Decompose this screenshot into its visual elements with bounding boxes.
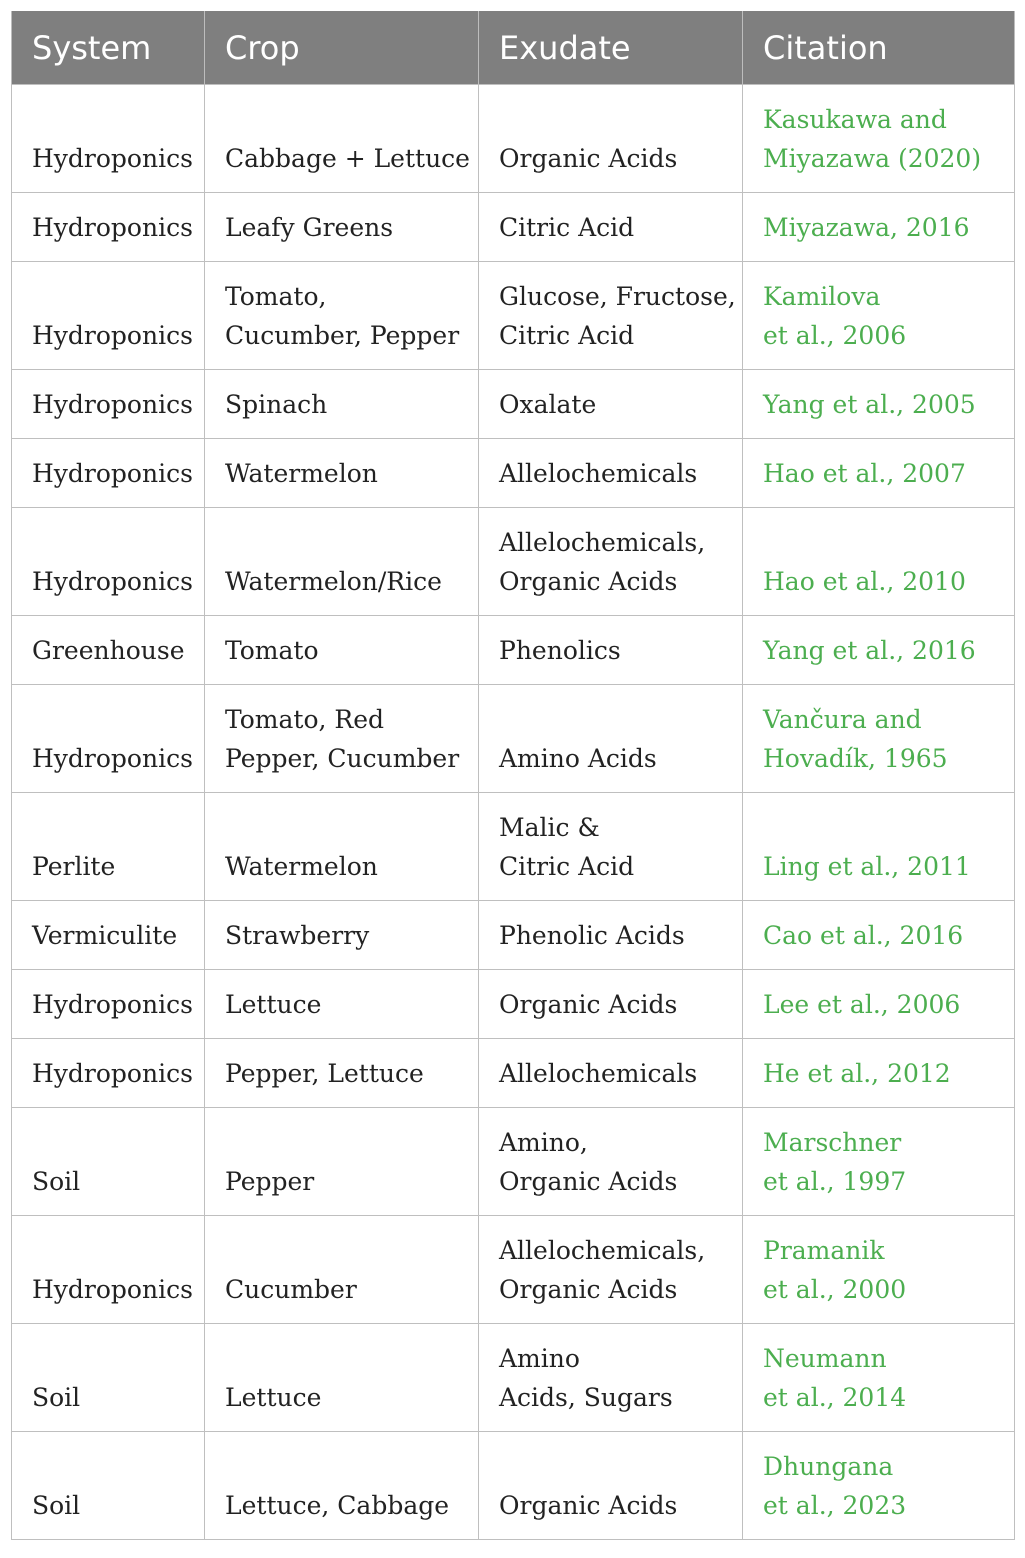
cell-system-line: Hydroponics [32, 1059, 193, 1088]
cell-citation[interactable] [743, 508, 1015, 616]
table-row [12, 193, 1015, 262]
header-crop: Crop [205, 11, 479, 85]
cell-system-line: Soil [32, 1491, 81, 1520]
cell-exudate [479, 193, 743, 262]
table-row [12, 439, 1015, 508]
table-row [12, 370, 1015, 439]
cell-crop [205, 193, 479, 262]
cell-crop [205, 901, 479, 970]
cell-citation-line: Yang et al., 2016 [763, 636, 976, 665]
cell-crop [205, 793, 479, 901]
cell-system [12, 193, 205, 262]
cell-exudate-line: Organic Acids [499, 1275, 678, 1304]
cell-crop [205, 439, 479, 508]
cell-crop-line: Tomato, [225, 282, 327, 311]
cell-exudate-line: Allelochemicals [499, 459, 698, 488]
cell-exudate [479, 262, 743, 370]
cell-exudate [479, 1108, 743, 1216]
cell-system [12, 439, 205, 508]
header-citation: Citation [743, 11, 1015, 85]
cell-exudate-line: Citric Acid [499, 852, 635, 881]
cell-citation-line: Hao et al., 2010 [763, 567, 966, 596]
cell-crop-line: Cucumber [225, 1275, 357, 1304]
cell-crop [205, 1039, 479, 1108]
table-row [12, 901, 1015, 970]
cell-crop [205, 616, 479, 685]
table-row [12, 1324, 1015, 1432]
header-row [12, 11, 1015, 85]
cell-citation[interactable] [743, 370, 1015, 439]
cell-citation-line: Hao et al., 2007 [763, 459, 966, 488]
cell-citation-line: et al., 2000 [763, 1275, 907, 1304]
cell-crop-line: Pepper, Lettuce [225, 1059, 424, 1088]
cell-crop-line: Cabbage + Lettuce [225, 144, 470, 173]
table-row [12, 85, 1015, 193]
cell-citation[interactable] [743, 1432, 1015, 1540]
cell-exudate-line: Malic & [499, 813, 600, 842]
cell-crop-line: Leafy Greens [225, 213, 394, 242]
cell-exudate-line: Oxalate [499, 390, 597, 419]
cell-exudate-line: Organic Acids [499, 1491, 678, 1520]
cell-citation-line: Marschner [763, 1128, 902, 1157]
cell-exudate [479, 1039, 743, 1108]
cell-system [12, 508, 205, 616]
header-exudate: Exudate [479, 11, 743, 85]
cell-system-line: Hydroponics [32, 390, 193, 419]
cell-system-line: Hydroponics [32, 213, 193, 242]
cell-exudate [479, 85, 743, 193]
cell-system [12, 1216, 205, 1324]
cell-citation-line: et al., 2014 [763, 1383, 907, 1412]
table-row [12, 1432, 1015, 1540]
cell-citation-line: Neumann [763, 1344, 887, 1373]
cell-system-line: Greenhouse [32, 636, 185, 665]
cell-exudate [479, 1216, 743, 1324]
cell-exudate-line: Organic Acids [499, 990, 678, 1019]
table-row [12, 1108, 1015, 1216]
cell-exudate-line: Glucose, Fructose, [499, 282, 736, 311]
cell-crop-line: Watermelon [225, 852, 378, 881]
cell-exudate-line: Amino Acids [499, 744, 657, 773]
cell-exudate-line: Allelochemicals, [499, 1236, 706, 1265]
cell-crop-line: Watermelon [225, 459, 378, 488]
cell-citation[interactable] [743, 970, 1015, 1039]
cell-exudate-line: Organic Acids [499, 1167, 678, 1196]
cell-crop-line: Strawberry [225, 921, 370, 950]
table-row [12, 1039, 1015, 1108]
cell-crop [205, 1216, 479, 1324]
cell-exudate [479, 970, 743, 1039]
cell-citation-line: et al., 2023 [763, 1491, 907, 1520]
cell-citation[interactable] [743, 793, 1015, 901]
cell-system-line: Soil [32, 1383, 81, 1412]
cell-exudate-line: Citric Acid [499, 321, 635, 350]
cell-citation-line: Ling et al., 2011 [763, 852, 971, 881]
cell-system-line: Soil [32, 1167, 81, 1196]
cell-crop-line: Tomato, Red [225, 705, 385, 734]
cell-exudate-line: Amino [499, 1344, 580, 1373]
cell-crop [205, 85, 479, 193]
cell-system-line: Hydroponics [32, 459, 193, 488]
cell-crop-line: Lettuce, Cabbage [225, 1491, 450, 1520]
cell-exudate-line: Allelochemicals, [499, 528, 706, 557]
cell-system [12, 85, 205, 193]
cell-citation-line: Hovadík, 1965 [763, 744, 948, 773]
cell-citation-line: Kamilova [763, 282, 881, 311]
exudate-table [11, 11, 1015, 1540]
cell-exudate-line: Organic Acids [499, 567, 678, 596]
table-row [12, 508, 1015, 616]
cell-crop [205, 970, 479, 1039]
table-row [12, 262, 1015, 370]
cell-citation[interactable] [743, 439, 1015, 508]
cell-citation[interactable] [743, 1108, 1015, 1216]
cell-system-line: Hydroponics [32, 567, 193, 596]
cell-citation[interactable] [743, 616, 1015, 685]
cell-exudate [479, 793, 743, 901]
cell-system [12, 901, 205, 970]
cell-exudate [479, 370, 743, 439]
cell-citation-line: Miyazawa (2020) [763, 144, 982, 173]
cell-citation-line: He et al., 2012 [763, 1059, 951, 1088]
cell-system [12, 970, 205, 1039]
cell-exudate-line: Phenolic Acids [499, 921, 685, 950]
cell-citation-line: et al., 2006 [763, 321, 907, 350]
cell-exudate [479, 508, 743, 616]
cell-citation[interactable] [743, 193, 1015, 262]
cell-exudate [479, 616, 743, 685]
cell-system [12, 370, 205, 439]
cell-system [12, 1039, 205, 1108]
cell-system-line: Hydroponics [32, 744, 193, 773]
cell-citation-line: Miyazawa, 2016 [763, 213, 970, 242]
cell-system-line: Hydroponics [32, 990, 193, 1019]
cell-crop [205, 1324, 479, 1432]
cell-citation[interactable] [743, 1324, 1015, 1432]
cell-system-line: Hydroponics [32, 1275, 193, 1304]
cell-system [12, 793, 205, 901]
cell-system-line: Hydroponics [32, 144, 193, 173]
cell-exudate [479, 901, 743, 970]
cell-crop-line: Spinach [225, 390, 328, 419]
cell-exudate [479, 1432, 743, 1540]
cell-system [12, 685, 205, 793]
cell-citation[interactable] [743, 685, 1015, 793]
cell-crop-line: Cucumber, Pepper [225, 321, 460, 350]
cell-exudate [479, 439, 743, 508]
cell-exudate-line: Phenolics [499, 636, 621, 665]
cell-exudate-line: Citric Acid [499, 213, 635, 242]
cell-crop [205, 1432, 479, 1540]
cell-citation-line: Yang et al., 2005 [763, 390, 976, 419]
cell-citation-line: Kasukawa and [763, 105, 947, 134]
cell-system [12, 1108, 205, 1216]
table-row [12, 970, 1015, 1039]
header-system: System [12, 11, 205, 85]
cell-citation-line: Cao et al., 2016 [763, 921, 964, 950]
cell-crop [205, 262, 479, 370]
cell-system [12, 616, 205, 685]
cell-exudate [479, 685, 743, 793]
cell-crop [205, 685, 479, 793]
cell-citation[interactable] [743, 85, 1015, 193]
cell-system [12, 1432, 205, 1540]
table-header [12, 11, 1015, 85]
cell-citation-line: Vančura and [763, 705, 922, 734]
cell-citation-line: Pramanik [763, 1236, 885, 1265]
cell-crop-line: Lettuce [225, 1383, 322, 1412]
cell-system-line: Hydroponics [32, 321, 193, 350]
cell-crop [205, 370, 479, 439]
cell-system [12, 262, 205, 370]
cell-crop [205, 1108, 479, 1216]
cell-crop-line: Pepper, Cucumber [225, 744, 460, 773]
cell-exudate-line: Allelochemicals [499, 1059, 698, 1088]
table-row [12, 685, 1015, 793]
cell-citation[interactable] [743, 1039, 1015, 1108]
cell-exudate-line: Organic Acids [499, 144, 678, 173]
cell-crop-line: Pepper [225, 1167, 315, 1196]
cell-exudate [479, 1324, 743, 1432]
cell-citation[interactable] [743, 1216, 1015, 1324]
cell-exudate-line: Amino, [499, 1128, 588, 1157]
cell-citation-line: et al., 1997 [763, 1167, 907, 1196]
cell-crop [205, 508, 479, 616]
cell-exudate-line: Acids, Sugars [499, 1383, 673, 1412]
cell-citation[interactable] [743, 262, 1015, 370]
cell-citation-line: Dhungana [763, 1452, 894, 1481]
table-row [12, 616, 1015, 685]
cell-system [12, 1324, 205, 1432]
table-row [12, 1216, 1015, 1324]
cell-crop-line: Watermelon/Rice [225, 567, 442, 596]
cell-citation[interactable] [743, 901, 1015, 970]
cell-system-line: Perlite [32, 852, 116, 881]
cell-crop-line: Lettuce [225, 990, 322, 1019]
table-row [12, 793, 1015, 901]
cell-crop-line: Tomato [225, 636, 319, 665]
cell-system-line: Vermiculite [32, 921, 178, 950]
cell-citation-line: Lee et al., 2006 [763, 990, 961, 1019]
table-body [12, 85, 1015, 1540]
